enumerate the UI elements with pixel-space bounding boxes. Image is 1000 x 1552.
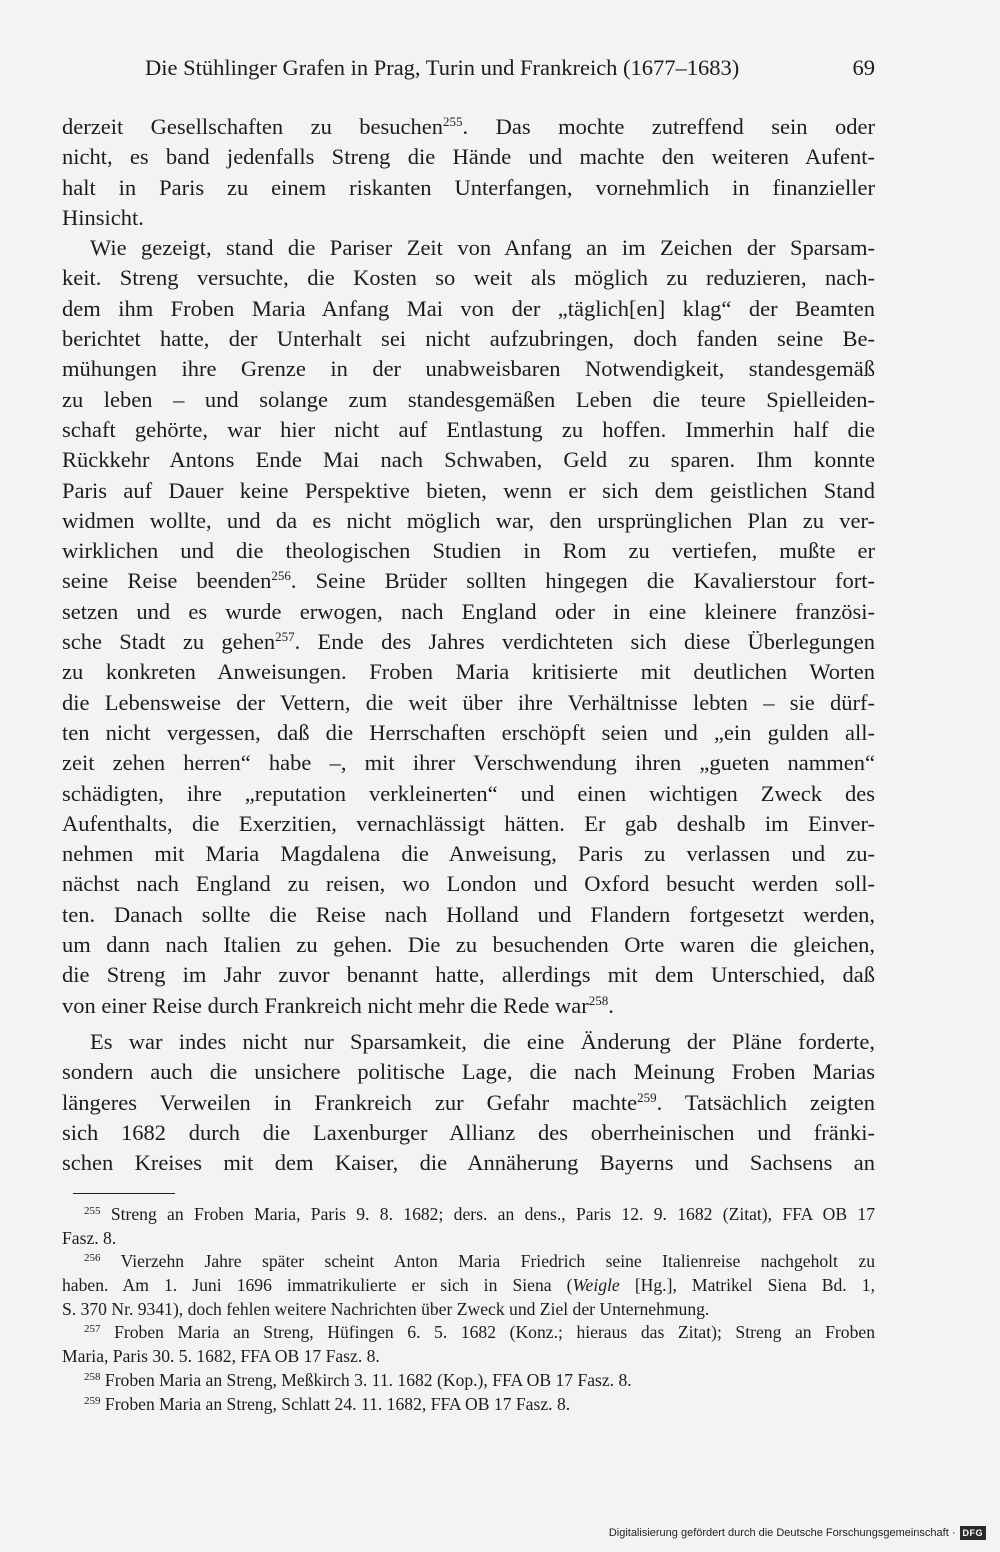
text-line: die Streng im Jahr zuvor benannt hatte, allerdings mit dem Unterschied, daß: [62, 962, 875, 988]
footnote-258: $^{258}$ Froben Maria an Streng, Meßkirch 3. 11. 1682 (Kop.), FFA OB 17 Fasz. 8.: [84, 1369, 632, 1390]
text-line: nicht, es band jedenfalls Streng die Hände und machte den weiteren Aufent-: [62, 144, 875, 170]
text-line: nächst nach England zu reisen, wo London und Oxford besucht werden soll-: [62, 871, 875, 897]
text-line: Paris auf Dauer keine Perspektive bieten, wenn er sich dem geistlichen Stand: [62, 477, 875, 503]
footnote-separator: [73, 1193, 175, 1194]
footnote-ref[interactable]: 257: [275, 629, 295, 645]
text-line: widmen wollte, und da es nicht möglich war, den ursprünglichen Plan zu ver-: [62, 507, 875, 533]
text-line: derzeit Gesellschaften zu besuchen$^{255}$. Das mochte zutreffend sein oder: [62, 114, 875, 139]
text-line: ten nicht vergessen, daß die Herrschaften erschöpft seien und „ein gulden all-: [62, 719, 875, 745]
footnotes: [62, 1203, 875, 1416]
text-line: berichtet hatte, der Unterhalt sei nicht aufzubringen, doch fanden seine Be-: [62, 326, 875, 352]
footnote-line: Fasz. 8.: [62, 1227, 117, 1248]
text-line: zeit zehen herren“ habe –, mit ihrer Verschwendung ihren „gueten nammen“: [62, 750, 875, 776]
footnote-ref[interactable]: 259: [637, 1089, 657, 1105]
text-line: zu konkreten Anweisungen. Froben Maria kritisierte mit deutlichen Worten: [62, 659, 875, 685]
text-line: dem ihm Froben Maria Anfang Mai von der „täglich[en] klag“ der Beamten: [62, 295, 875, 321]
text-line: ten. Danach sollte die Reise nach Holland und Flandern fortgesetzt werden,: [62, 901, 875, 927]
text-line: mühungen ihre Grenze in der unabweisbaren Notwendigkeit, standesgemäß: [62, 356, 875, 382]
text-line: zu leben – und solange zum standesgemäßen Leben die teure Spielleiden-: [62, 386, 875, 412]
text-line: Rückkehr Antons Ende Mai nach Schwaben, Geld zu sparen. Ihm konnte: [62, 447, 875, 473]
text-line: sich 1682 durch die Laxenburger Allianz des oberrheinischen und fränki-: [62, 1119, 875, 1145]
text-line: längeres Verweilen in Frankreich zur Gefahr machte$^{259}$. Tatsächlich zeigten: [62, 1089, 875, 1115]
credit-text: Digitalisierung gefördert durch die Deutsche Forschungsgemeinschaft ·: [608, 1527, 956, 1539]
footnote-257: $^{257}$ Froben Maria an Streng, Hüfingen 6. 5. 1682 (Konz.; hieraus das Zitat); Streng an Froben: [84, 1322, 875, 1343]
text-line: wirklichen und die theologischen Studien in Rom zu vertiefen, mußte er: [62, 538, 875, 564]
dfg-logo-icon: DFG: [960, 1526, 987, 1540]
text-line: setzen und es wurde erwogen, nach England oder in eine kleinere französi-: [62, 598, 875, 624]
text-line: Aufenthalts, die Exerzitien, vernachlässigt hätten. Er gab deshalb im Einver-: [62, 810, 875, 836]
footnote-line: S. 370 Nr. 9341), doch fehlen weitere Nachrichten über Zweck und Ziel der Unternehmung.: [62, 1298, 710, 1319]
running-header: [145, 55, 875, 89]
footnote-line: haben. Am 1. Juni 1696 immatrikulierte er sich in Siena (Weigle [Hg.], Matrikel Siena Bd. 1,: [62, 1275, 875, 1296]
text-line: seine Reise beenden$^{256}$. Seine Brüder sollten hingegen die Kavalierstour fort-: [62, 568, 876, 594]
text-line: schen Kreises mit dem Kaiser, die Annäherung Bayerns und Sachsens an: [62, 1150, 875, 1176]
footnote-ref[interactable]: 258: [588, 992, 609, 1008]
text-line: Wie gezeigt, stand die Pariser Zeit von Anfang an im Zeichen der Sparsam-: [90, 235, 875, 261]
text-line: sondern auch die unsichere politische Lage, die nach Meinung Froben Marias: [62, 1059, 875, 1085]
text-line: sche Stadt zu gehen$^{257}$. Ende des Jahres verdichteten sich diese Überlegungen: [62, 629, 875, 655]
text-line: die Lebensweise der Vettern, die weit über ihre Verhältnisse lebten – sie dürf-: [62, 689, 875, 715]
text-line: Hinsicht.: [62, 204, 144, 230]
text-line: keit. Streng versuchte, die Kosten so weit als möglich zu reduzieren, nach-: [62, 265, 875, 291]
footnote-256: $^{256}$ Vierzehn Jahre später scheint Anton Maria Friedrich seine Italienreise nachgeholt zu: [84, 1251, 875, 1272]
footnote-ref[interactable]: 256: [271, 568, 291, 584]
text-line: nehmen mit Maria Magdalena die Anweisung, Paris zu verlassen und zu-: [62, 841, 875, 867]
text-line: schädigten, ihre „reputation verkleinerten“ und einen wichtigen Zweck des: [62, 780, 875, 806]
main-text: [62, 112, 875, 1178]
text-line: von einer Reise durch Frankreich nicht mehr die Rede war$^{258}$.: [62, 992, 614, 1018]
digitization-credit: [609, 1523, 986, 1543]
footnote-255: $^{255}$ Streng an Froben Maria, Paris 9. 8. 1682; ders. an dens., Paris 12. 9. 1682 (Zitat), FFA OB 17: [84, 1204, 875, 1224]
text-line: halt in Paris zu einem riskanten Unterfangen, vornehmlich in finanzieller: [62, 174, 875, 200]
footnote-line: Maria, Paris 30. 5. 1682, FFA OB 17 Fasz. 8.: [62, 1346, 380, 1367]
footnote-ref[interactable]: 255: [443, 114, 463, 129]
footnote-259: $^{259}$ Froben Maria an Streng, Schlatt 24. 11. 1682, FFA OB 17 Fasz. 8.: [84, 1393, 571, 1414]
running-title: Die Stühlinger Grafen in Prag, Turin und Frankreich (1677–1683): [145, 55, 740, 80]
text-line: schaft gehörte, war hier nicht auf Entlastung zu hoffen. Immerhin half die: [62, 416, 875, 442]
text-line: um dann nach Italien zu gehen. Die zu besuchenden Orte waren die gleichen,: [62, 932, 875, 958]
page-number: 69: [852, 55, 875, 80]
text-line: Es war indes nicht nur Sparsamkeit, die eine Änderung der Pläne forderte,: [90, 1028, 875, 1054]
